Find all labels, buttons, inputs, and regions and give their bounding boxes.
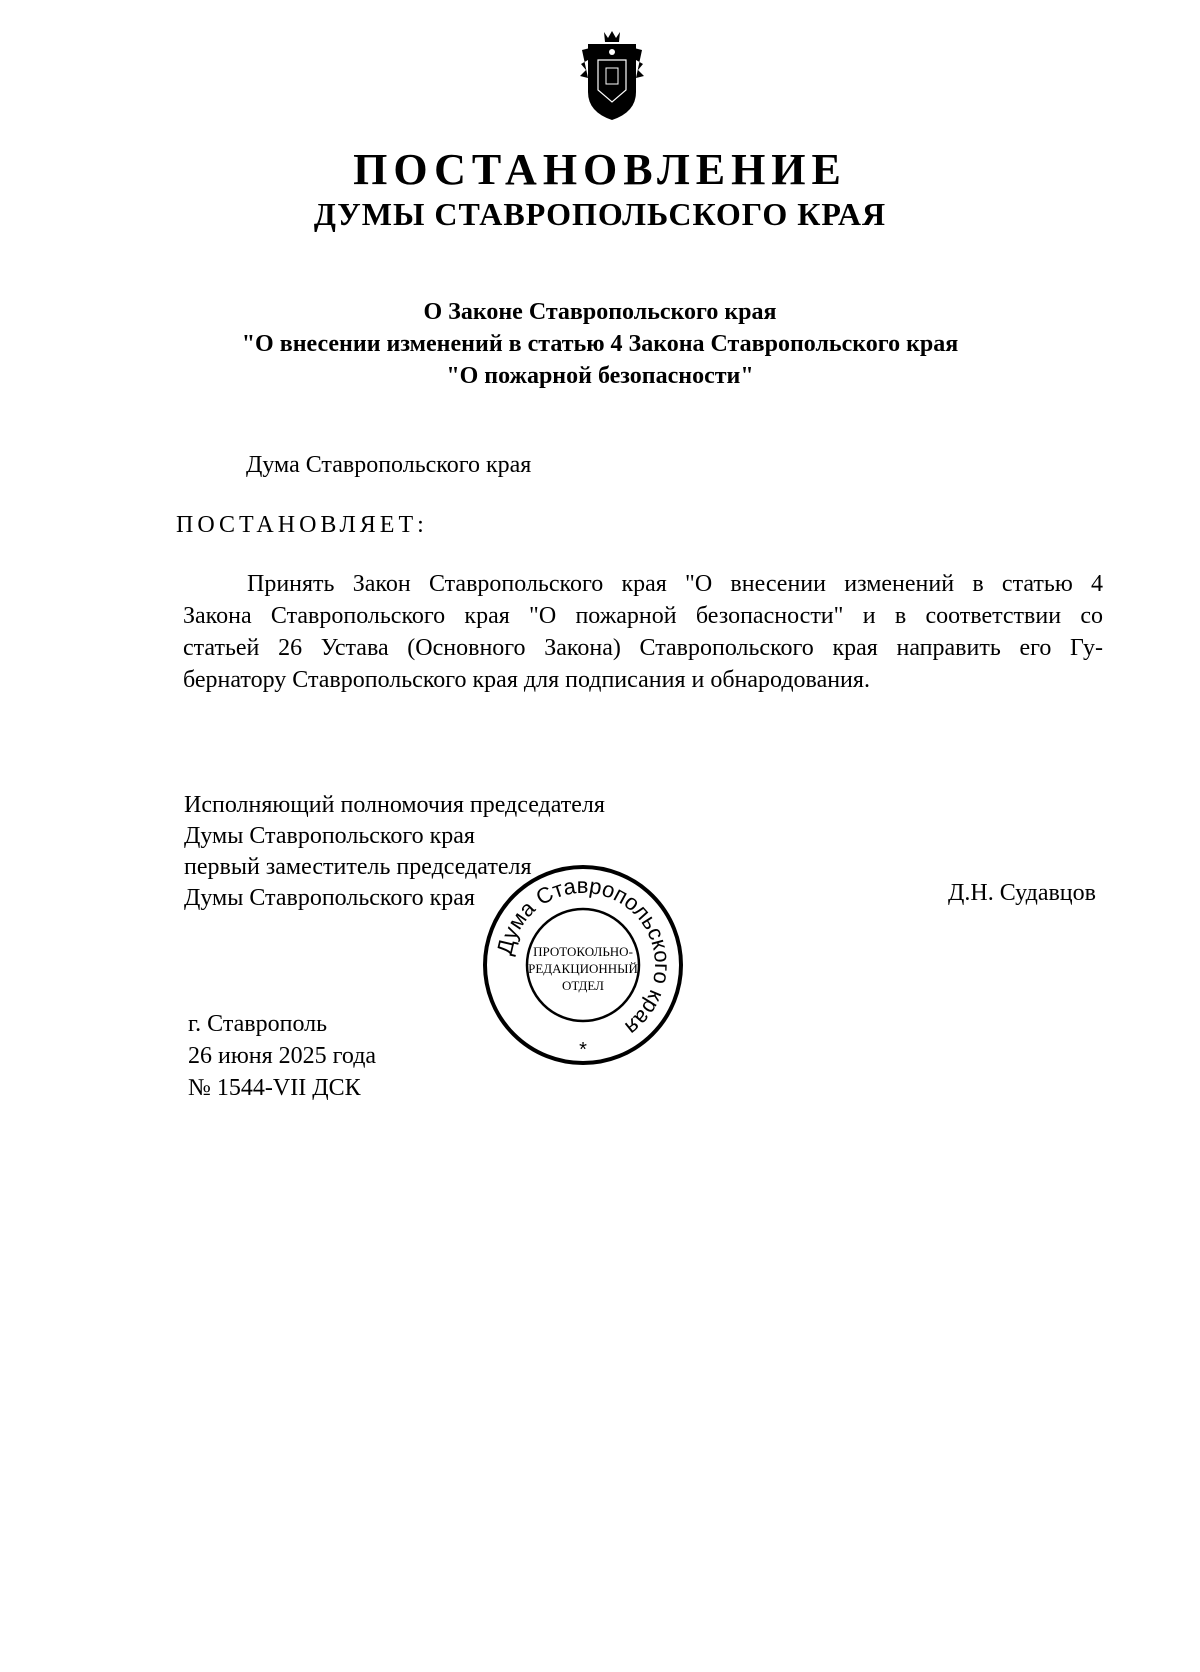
stamp-star-mark: * bbox=[579, 1039, 587, 1061]
official-stamp bbox=[478, 860, 688, 1070]
document-place: г. Ставрополь bbox=[188, 1011, 328, 1037]
document-issuer: ДУМЫ СТАВРОПОЛЬСКОГО КРАЯ bbox=[313, 196, 887, 232]
signer-name: Д.Н. Судавцов bbox=[948, 880, 1096, 906]
subject-line: "О внесении изменений в статью 4 Закона Ставропольского края bbox=[241, 331, 959, 357]
stamp-center-line: ОТДЕЛ bbox=[562, 978, 604, 993]
preamble-text: Дума Ставропольского края bbox=[246, 452, 532, 478]
document-number: № 1544-VII ДСК bbox=[188, 1075, 361, 1101]
document-subject bbox=[0, 296, 1200, 392]
body-line: статьей 26 Устава (Основного Закона) Ставропольского края направить его Гу- bbox=[183, 635, 1103, 661]
resolves-heading: ПОСТАНОВЛЯЕТ: bbox=[176, 512, 428, 538]
coat-of-arms-emblem bbox=[580, 30, 644, 122]
document-meta bbox=[188, 1008, 376, 1104]
body-line: бернатору Ставропольского края для подписания и обнародования. bbox=[183, 667, 870, 693]
stamp-ring-text: Дума Ставропольского края bbox=[491, 872, 676, 1041]
stamp-center-line: ПРОТОКОЛЬНО- bbox=[533, 944, 633, 959]
body-line: Закона Ставропольского края "О пожарной безопасности" и в соответствии со bbox=[183, 603, 1103, 629]
signer-position-line: Думы Ставропольского края bbox=[184, 823, 475, 849]
document-title: ПОСТАНОВЛЕНИЕ bbox=[353, 145, 847, 194]
signer-position-line: Исполняющий полномочия председателя bbox=[184, 792, 605, 818]
signer-position-line: Думы Ставропольского края bbox=[184, 885, 475, 911]
subject-line: "О пожарной безопасности" bbox=[446, 363, 754, 389]
resolution-body bbox=[183, 568, 1103, 696]
body-line: Принять Закон Ставропольского края "О внесении изменений в статью 4 bbox=[247, 571, 1103, 597]
stamp-center-line: РЕДАКЦИОННЫЙ bbox=[528, 961, 638, 976]
subject-line: О Законе Ставропольского края bbox=[423, 299, 777, 325]
document-date: 26 июня 2025 года bbox=[188, 1043, 377, 1069]
signer-position-line: первый заместитель председателя bbox=[184, 854, 532, 880]
